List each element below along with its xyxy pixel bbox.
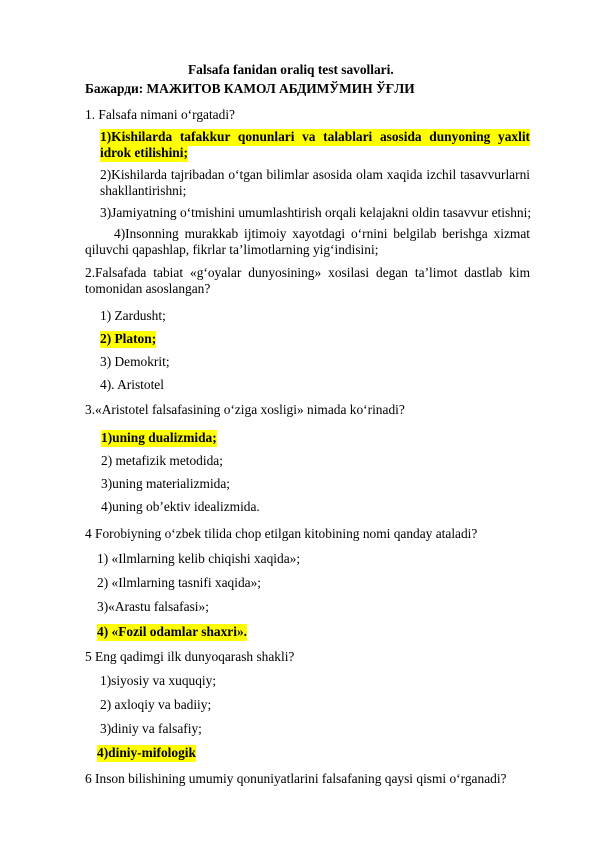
q2-answer-1: 1) Zardusht; xyxy=(100,308,166,323)
q3-answer-1: 1)uning dualizmida; xyxy=(101,430,217,445)
q1-answer-3: 3)Jamiyatning o‘tmishini umumlashtirish orqali kelajakni oldin tasavvur etishni; xyxy=(100,205,532,220)
q5-answer-4: 4)diniy-mifologik xyxy=(97,745,196,760)
q1-answer-1-line-2: idrok etilishini; xyxy=(100,145,188,160)
q3-answer-4: 4)uning ob’ektiv idealizmida. xyxy=(101,499,260,514)
question-4: 4 Forobiyning o‘zbek tilida chop etilgan kitobining nomi qanday ataladi? xyxy=(85,526,478,541)
question-2-line-1: 2.Falsafada tabiat «g‘oyalar dunyosining» xosilasi degan ta’limot dastlab kim xyxy=(85,265,530,280)
question-6: 6 Inson bilishining umumiy qonuniyatlarini falsafaning qaysi qismi o‘rganadi? xyxy=(85,771,507,786)
q1-answer-1-line-1: 1)Kishilarda tafakkur qonunlari va talablari asosida dunyoning yaxlit xyxy=(100,129,530,144)
document-title: Falsafa fanidan oraliq test savollari. xyxy=(188,62,394,77)
question-1: 1. Falsafa nimani o‘rgatadi? xyxy=(85,107,235,122)
q1-answer-4-line-1: 4)Insonning murakkab ijtimoiy xayotdagi o‘rnini belgilab berishga xizmat xyxy=(114,226,530,241)
q5-answer-3: 3)diniy va falsafiy; xyxy=(100,721,202,736)
q3-answer-3: 3)uning materializmida; xyxy=(101,476,231,491)
question-5: 5 Eng qadimgi ilk dunyoqarash shakli? xyxy=(85,649,295,664)
q1-answer-2-line-2: shakllantirishni; xyxy=(100,183,187,198)
q1-answer-4-line-2: qiluvchi qapashlap, fikrlar ta’limotlarning yig‘indisini; xyxy=(85,242,379,257)
author-line: Бажарди: МАЖИТОВ КАМОЛ АБДИМЎМИН ЎҒЛИ xyxy=(85,81,415,96)
question-2-line-2: tomonidan asoslangan? xyxy=(85,281,211,296)
q3-answer-2: 2) metafizik metodida; xyxy=(101,453,223,468)
q5-answer-1: 1)siyosiy va xuquqiy; xyxy=(100,673,217,688)
q4-answer-3: 3)«Arastu falsafasi»; xyxy=(97,599,209,614)
q4-answer-2: 2) «Ilmlarning tasnifi xaqida»; xyxy=(97,575,261,590)
q4-answer-1: 1) «Ilmlarning kelib chiqishi xaqida»; xyxy=(97,551,301,566)
q2-answer-2: 2) Platon; xyxy=(100,331,157,346)
q1-answer-2-line-1: 2)Kishilarda tajribadan o‘tgan bilimlar asosida olam xaqida izchil tasavvurlarni xyxy=(100,167,530,182)
q5-answer-2: 2) axloqiy va badiiy; xyxy=(100,697,212,712)
q2-answer-3: 3) Demokrit; xyxy=(100,354,170,369)
q2-answer-4: 4). Aristotel xyxy=(100,377,164,392)
question-3: 3.«Aristotel falsafasining o‘ziga xosligi» nimada ko‘rinadi? xyxy=(85,402,405,417)
q4-answer-4: 4) «Fozil odamlar shaxri». xyxy=(97,624,248,639)
